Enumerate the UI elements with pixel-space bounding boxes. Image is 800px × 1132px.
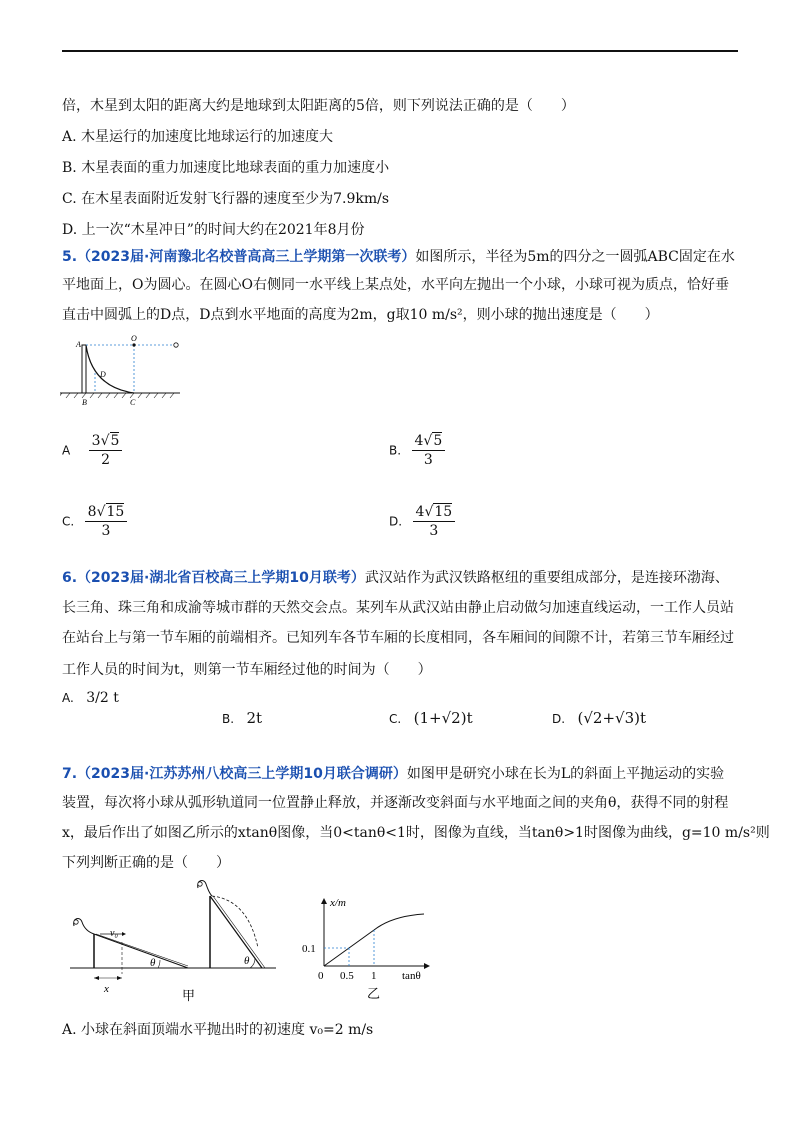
q4-option-b: B. 木星表面的重力加速度比地球表面的重力加速度小 <box>62 160 390 176</box>
q5-option-c-letter: C. <box>62 514 75 529</box>
q6-stem-text: 武汉站作为武汉铁路枢纽的重要组成部分，是连接环渤海、 <box>364 570 729 586</box>
q5-option-a-letter: A <box>62 443 71 458</box>
q5-option-d-letter: D. <box>389 514 403 529</box>
q5-stem-line1 <box>62 247 735 267</box>
q5-option-a-fraction: $\frac{3√5}{2}$ <box>89 432 123 469</box>
q4-option-d: D. 上一次“木星冲日”的时间大约在2021年8月份 <box>62 222 365 238</box>
q6-option-c-value: (1+√2)t <box>413 709 473 727</box>
q5-option-c <box>62 503 127 540</box>
q6-stem-line2: 长三角、珠三角和成渝等城市群的天然交会点。某列车从武汉站由静止启动做匀加速直线运动，一工作人员站 <box>62 600 734 616</box>
q6-option-b-value: 2t <box>246 709 263 727</box>
q5-option-d <box>389 503 455 540</box>
q5-stem-line2: 平地面上，O为圆心。在圆心O右侧同一水平线上某点处，水平向左抛出一个小球，小球可视为质点，恰好垂 <box>62 277 729 293</box>
q5-b-den: 3 <box>423 452 433 468</box>
q7-option-a: A. 小球在斜面顶端水平抛出时的初速度 v₀=2 m/s <box>62 1022 374 1038</box>
q5-d-den: 3 <box>429 523 439 539</box>
q5-stem-text: 如图所示，半径为5m的四分之一圆弧ABC固定在水 <box>415 249 735 265</box>
q7-tick-y01: 0.1 <box>302 943 316 955</box>
q5-c-den: 3 <box>101 523 111 539</box>
q6-option-c <box>389 709 473 727</box>
q7-stem-line4: 下列判断正确的是（ ） <box>62 855 230 871</box>
q5-b-rad: 5 <box>433 433 443 449</box>
q5-stem-line3: 直击中圆弧上的D点，D点到水平地面的高度为2m，g取10 m/s²，则小球的抛出速度是（ ） <box>62 307 659 323</box>
q5-option-d-fraction: $\frac{4√15}{3}$ <box>413 503 456 540</box>
q5-figure <box>60 335 200 410</box>
q6-option-a-value: 3/2 t <box>86 690 119 706</box>
q6-stem-line3: 在站台上与第一节车厢的前端相齐。已知列车各节车厢的长度相同，各车厢间的间隙不计，若第三节车厢经过 <box>62 630 734 646</box>
q5-option-b-letter: B. <box>389 443 402 458</box>
q6-stem-line1 <box>62 568 729 588</box>
q7-axis-ylabel: x/m <box>330 897 346 909</box>
header-rule <box>62 50 738 52</box>
q4-option-a: A. 木星运行的加速度比地球运行的加速度大 <box>62 129 334 145</box>
q6-option-a-letter: A. <box>62 691 74 705</box>
q7-axis-xlabel: tanθ <box>402 970 421 982</box>
q7-stem-text: 如图甲是研究小球在长为L的斜面上平抛运动的实验 <box>406 766 725 782</box>
q5-a-rad: 5 <box>110 433 120 449</box>
q5-label-a: A <box>76 340 81 349</box>
q4-option-c: C. 在木星表面附近发射飞行器的速度至少为7.9km/s <box>62 191 390 207</box>
q6-option-b-letter: B. <box>222 712 235 726</box>
q7-figure <box>62 878 442 1008</box>
q5-label-b: B <box>82 398 87 407</box>
q7-label-v0: v₀ <box>110 928 118 939</box>
q7-label-theta-2: θ <box>244 955 250 967</box>
q5-a-coef: 3 <box>91 433 101 449</box>
q6-option-d-letter: D. <box>552 712 566 726</box>
q7-tick-x1: 1 <box>371 970 377 982</box>
q7-label-theta-1: θ <box>150 957 156 969</box>
q7-stem-line1 <box>62 764 724 784</box>
q7-tick-x05: 0.5 <box>340 970 354 982</box>
q7-stem-line2: 装置，每次将小球从弧形轨道同一位置静止释放，并逐渐改变斜面与水平地面之间的夹角θ，获得不同的射程 <box>62 795 729 811</box>
q5-option-a <box>62 432 122 469</box>
q7-label-x: x <box>104 983 109 995</box>
q6-heading: 6.（2023届·湖北省百校高三上学期10月联考） <box>62 570 365 586</box>
q5-option-c-fraction: $\frac{8√15}{3}$ <box>85 503 128 540</box>
q5-c-coef: 8 <box>87 504 97 520</box>
q7-fig-jia-caption: 甲 <box>182 988 196 1003</box>
q6-option-a <box>62 690 119 706</box>
q7-fig-yi-caption: 乙 <box>367 986 381 1001</box>
q4-stem: 倍，木星到太阳的距离大约是地球到太阳距离的5倍，则下列说法正确的是（ ） <box>62 98 575 114</box>
q5-option-b <box>389 432 445 469</box>
q5-b-coef: 4 <box>414 433 424 449</box>
q5-d-coef: 4 <box>415 504 425 520</box>
q5-c-rad: 15 <box>106 504 125 520</box>
q7-tick-x0: 0 <box>318 970 324 982</box>
q5-label-o: O <box>131 335 137 343</box>
q5-a-den: 2 <box>101 452 111 468</box>
q6-option-c-letter: C. <box>389 712 402 726</box>
q6-option-b <box>222 709 262 727</box>
q5-heading: 5.（2023届·河南豫北名校普高高三上学期第一次联考） <box>62 249 416 265</box>
q6-option-d-value: (√2+√3)t <box>577 709 647 727</box>
q5-option-b-fraction: $\frac{4√5}{3}$ <box>412 432 446 469</box>
q7-heading: 7.（2023届·江苏苏州八校高三上学期10月联合调研） <box>62 766 407 782</box>
q6-stem-line4: 工作人员的时间为t，则第一节车厢经过他的时间为（ ） <box>62 662 432 678</box>
q6-option-d <box>552 709 646 727</box>
q5-d-rad: 15 <box>434 504 453 520</box>
q7-stem-line3: x，最后作出了如图乙所示的xtanθ图像，当0<tanθ<1时，图像为直线，当tanθ>1时图像为曲线，g=10 m/s²则 <box>62 825 770 841</box>
q5-label-d: D <box>100 370 106 379</box>
q5-label-c: C <box>130 398 136 407</box>
